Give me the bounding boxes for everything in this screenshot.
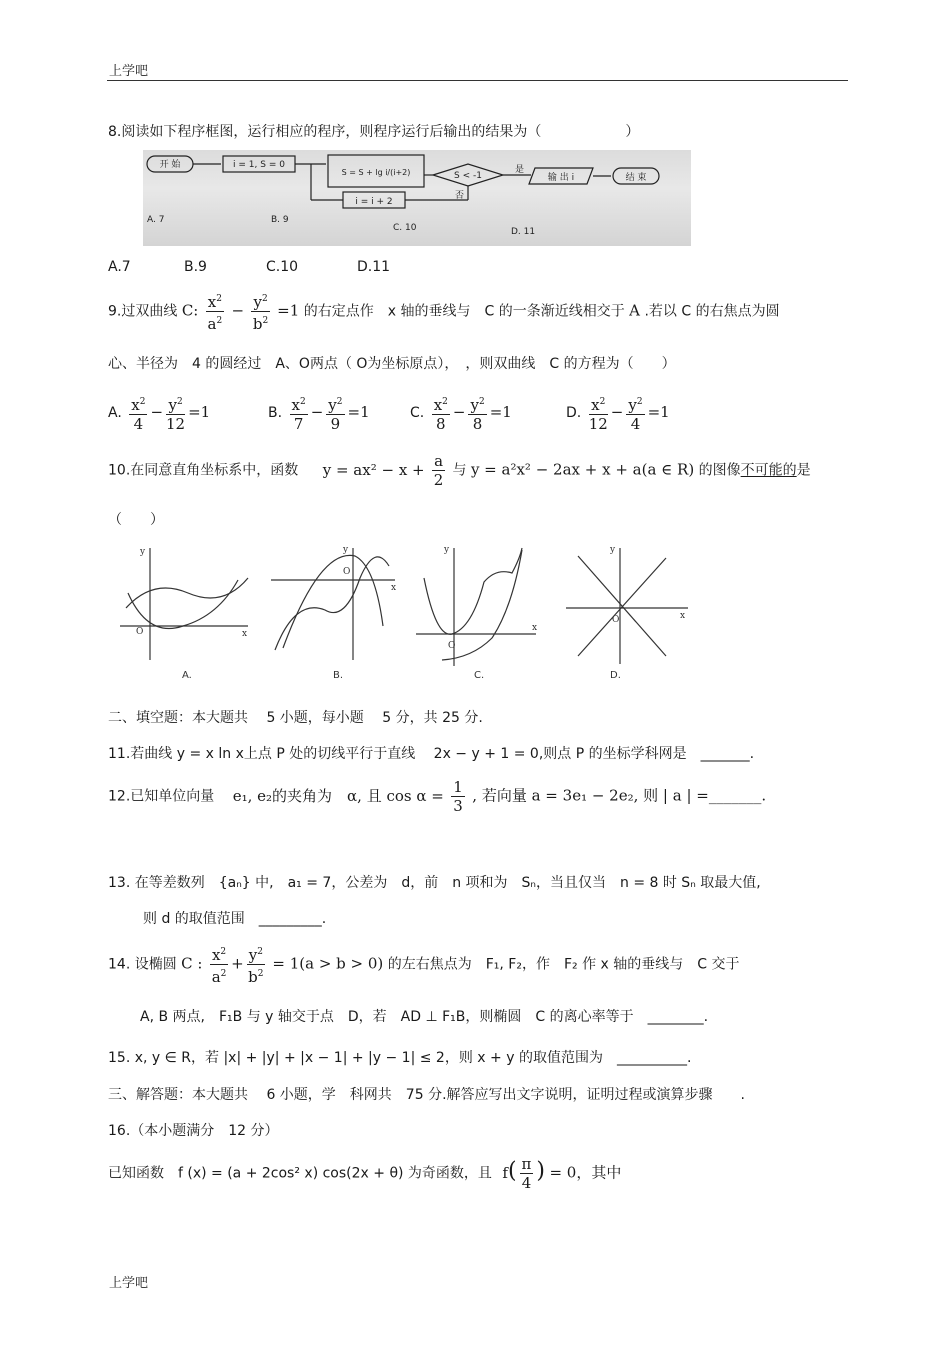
q10-graph-c [412, 538, 542, 688]
q12-prefix: 12.已知单位向量 [108, 788, 215, 805]
flow-scan-a: A. 7 [147, 215, 165, 225]
q15: 15. x, y ∈ R，若 |x| + |y| + |x − 1| + |y − 1| ≤ 2，则 x + y 的取值范围为 __________. [108, 1050, 692, 1066]
q9-prefix: 9.过双曲线 [108, 303, 178, 320]
q16-title: 16.（本小题满分 12 分） [108, 1123, 279, 1139]
q12-frac: $\frac{1}{3}$ [453, 778, 463, 815]
q12-tail: , 若向量 a = 3e₁ − 2e₂, 则 | a | =_______. [472, 786, 767, 805]
q9-frac-x: $\frac{x^2}{a^2}$ [206, 290, 224, 333]
q10-tail-b: 是 [796, 462, 811, 479]
q10-graph-b-label: B. [333, 670, 344, 681]
q16-tail: = 0，其中 [549, 1163, 622, 1182]
q14-cond: = 1(a > b > 0) [272, 954, 384, 973]
q16-f: f [502, 1163, 508, 1182]
flow-init: i = 1, S = 0 [233, 160, 285, 170]
flow-end: 结 束 [625, 173, 647, 183]
q10-prefix: 10.在同意直角坐标系中，函数 [108, 462, 299, 479]
q10-graph-a-label: A. [182, 670, 192, 681]
q14-line2: A, B 两点, F₁B 与 y 轴交于点 D，若 AD ⊥ F₁B，则椭圆 C 的离心率等于 ________. [140, 1009, 709, 1025]
svg-text:x: x [391, 583, 397, 593]
q10-f2: y = a²x² − 2ax + x + a(a ∈ R) [470, 460, 695, 479]
q9-option-a: A. $\frac{x^2}{4}$ − $\frac{y^2}{12}$ =1 [108, 393, 210, 433]
q8-option-c: C.10 [266, 259, 299, 275]
q8-flowchart-image [143, 150, 691, 246]
q14-line1-rest: 的左右焦点为 F₁, F₂，作 F₂ 作 x 轴的垂线与 C 交于 [387, 956, 740, 973]
q9-frac-y: $\frac{y^2}{b^2}$ [251, 290, 269, 333]
flow-cond: S < -1 [454, 171, 482, 181]
q8-option-d: D.11 [357, 259, 391, 275]
flow-no: 否 [455, 191, 465, 201]
flow-step: i = i + 2 [355, 197, 393, 207]
header-site: 上学吧 [109, 64, 149, 79]
q16-prefix: 已知函数 f (x) = (a + 2cos² x) cos(2x + θ) 为奇函数，且 [108, 1165, 492, 1182]
q10-f1: y = ax² − x + [322, 460, 425, 479]
svg-text:O: O [343, 567, 351, 577]
q10-graph-d [562, 538, 692, 688]
svg-text:y: y [140, 547, 146, 557]
svg-text:x: x [532, 623, 538, 633]
q13-line2: 则 d 的取值范围 _________. [143, 911, 327, 927]
q16-body: 已知函数 f (x) = (a + 2cos² x) cos(2x + θ) 为奇函数，且 f( $\frac{\pi}{4}$ ) = 0，其中 [108, 1155, 622, 1192]
section3-heading: 三、解答题：本大题共 6 小题，学 科网共 75 分.解答应写出文字说明，证明过程或演算步骤 . [108, 1087, 745, 1103]
q10-graph-b [265, 538, 395, 688]
svg-text:O: O [612, 615, 620, 625]
q10-tail-underline: 不可能的 [740, 462, 797, 479]
q12-mid: e₁, e₂的夹角为 α, 且 cos α = [232, 786, 444, 805]
header-rule [107, 80, 848, 81]
flow-start: 开 始 [159, 160, 181, 170]
q8-option-b: B.9 [184, 259, 207, 275]
q10-paren: （ ） [108, 512, 164, 528]
section2-heading: 二、填空题：本大题共 5 小题，每小题 5 分，共 25 分. [108, 710, 483, 726]
q11: 11.若曲线 y = x ln x上点 P 处的切线平行于直线 2x − y + 1 = 0,则点 P 的坐标学科网是 _______. [108, 746, 755, 762]
q10-mid: 与 [452, 462, 467, 479]
q10-line1 [108, 452, 811, 489]
q9-c-label: C: [181, 301, 199, 320]
q10-graph-d-label: D. [610, 670, 621, 681]
footer-site: 上学吧 [109, 1276, 149, 1291]
q9-line1-rest: 的右定点作 x 轴的垂线与 C 的一条渐近线相交于 [303, 303, 625, 320]
flow-output: 输 出 i [547, 173, 575, 183]
svg-text:O: O [136, 627, 144, 637]
svg-text:y: y [444, 545, 450, 555]
q9-line1: 9.过双曲线 C: $\frac{x^2}{a^2}$ − $\frac{y^2}{b^2}$ =1 的右定点作 x 轴的垂线与 C 的一条渐近线相交于 A .若以 C 的右焦点为圆 [108, 290, 780, 333]
svg-text:y: y [610, 545, 616, 555]
svg-text:y: y [343, 545, 349, 555]
q9-option-b: B. $\frac{x^2}{7}$ − $\frac{y^2}{9}$ =1 [268, 393, 370, 433]
svg-text:O: O [448, 641, 456, 651]
q8-text: 8.阅读如下程序框图，运行相应的程序，则程序运行后输出的结果为（ ） [108, 124, 640, 140]
q14-c-label: C : [181, 954, 203, 973]
q10-tail-a: 的图像 [698, 462, 741, 479]
q14-prefix: 14. 设椭圆 [108, 956, 177, 973]
q10-graph-c-label: C. [474, 670, 485, 681]
q8-option-a: A.7 [108, 259, 131, 275]
q9-option-c: C. $\frac{x^2}{8}$ − $\frac{y^2}{8}$ =1 [410, 393, 512, 433]
q13-line1: 13. 在等差数列 {aₙ} 中, a₁ = 7，公差为 d，前 n 项和为 Sₙ，当且仅当 n = 8 时 Sₙ 取最大值, [108, 875, 761, 891]
flow-scan-d: D. 11 [511, 227, 536, 237]
q12 [108, 778, 766, 815]
flow-update: S = S + lg i/(i+2) [341, 168, 411, 177]
q10-graph-a [108, 538, 248, 688]
q14-line1: 14. 设椭圆 C : $\frac{x^2}{a^2}$ + $\frac{y^2}{b^2}$ = 1(a > b > 0) 的左右焦点为 F₁, F₂，作 F₂ 作 x 轴的垂线与 C 交于 [108, 943, 740, 986]
q10-frac: $\frac{a}{2}$ [433, 452, 444, 489]
flow-scan-b: B. 9 [271, 215, 289, 225]
q9-option-d: D. $\frac{x^2}{12}$ − $\frac{y^2}{4}$ =1 [566, 393, 670, 433]
svg-text:x: x [242, 629, 248, 639]
q9-line1-tail: .若以 C 的右焦点为圆 [644, 303, 780, 320]
q9-eq-rhs: =1 [277, 301, 300, 320]
q9-point-a: A [629, 301, 640, 320]
svg-text:x: x [680, 611, 686, 621]
flow-scan-c: C. 10 [393, 223, 417, 233]
flow-yes: 是 [515, 165, 525, 175]
q9-line2: 心、半径为 4 的圆经过 A、O两点（ O为坐标原点）， ，则双曲线 C 的方程为（ ） [108, 356, 676, 372]
